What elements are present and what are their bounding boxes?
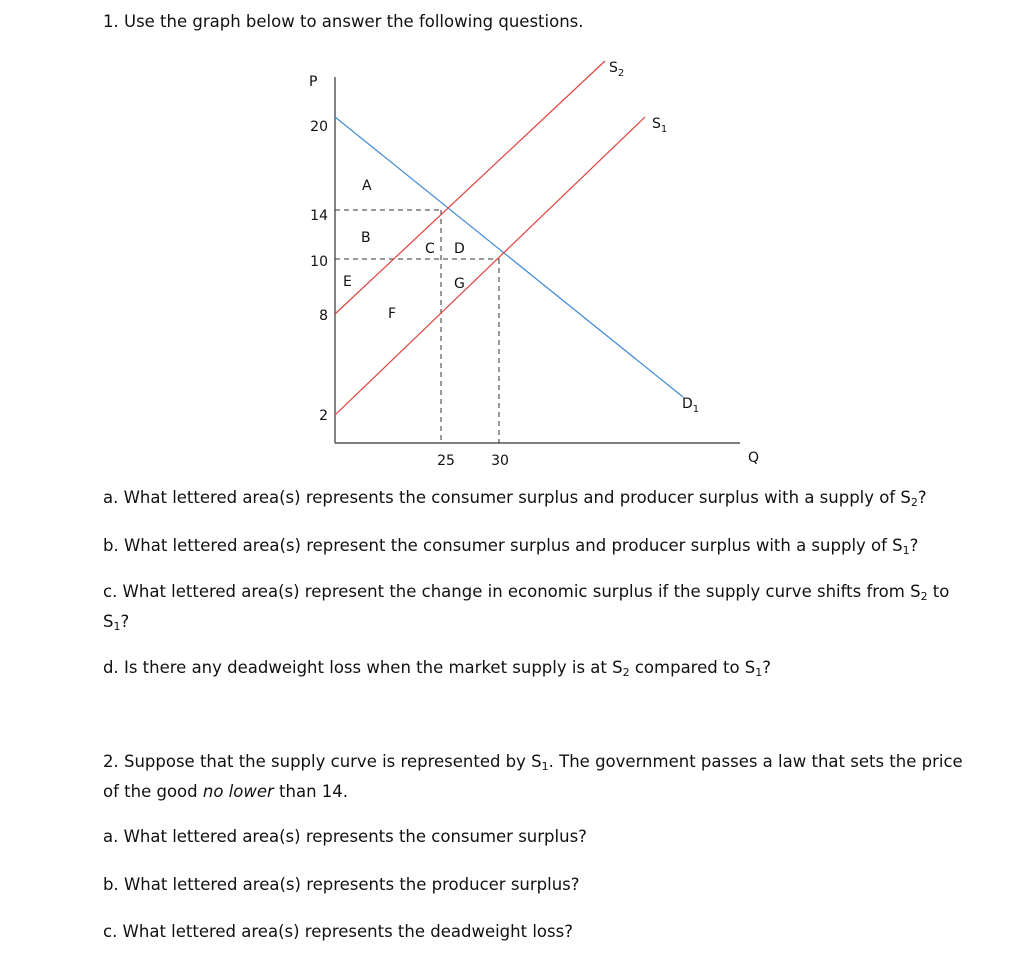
question-1a: a. What lettered area(s) represents the consumer surplus and producer surplus with a supply of $S_2$? xyxy=(103,488,927,509)
area-b-label: B xyxy=(361,230,371,246)
question-1d: d. Is there any deadweight loss when the market supply is at $S_2$ compared to $S_1$? xyxy=(103,658,772,679)
y-tick-14: 14 xyxy=(310,208,328,224)
x-axis-label: Q xyxy=(748,450,760,466)
supply-curve-s2 xyxy=(335,61,605,314)
y-tick-10: 10 xyxy=(310,254,328,270)
area-a-label: A xyxy=(362,178,372,194)
label-d1: $D_1$ xyxy=(682,396,700,415)
y-axis-label: P xyxy=(309,74,318,90)
question-2c: c. What lettered area(s) represents the deadweight loss? xyxy=(103,922,573,941)
y-tick-20: 20 xyxy=(310,119,328,135)
area-c-label: C xyxy=(425,241,435,257)
x-tick-25: 25 xyxy=(437,453,455,469)
area-f-label: F xyxy=(388,306,397,322)
question-1-title: 1. Use the graph below to answer the following questions. xyxy=(103,12,584,31)
label-s2: $S_2$ xyxy=(609,60,625,79)
question-2a: a. What lettered area(s) represents the consumer surplus? xyxy=(103,827,587,846)
supply-curve-s1 xyxy=(335,117,645,415)
demand-curve-d1 xyxy=(335,117,683,397)
y-tick-8: 8 xyxy=(319,308,328,324)
y-tick-2: 2 xyxy=(319,408,328,424)
area-d-label: D xyxy=(454,241,465,257)
question-1b: b. What lettered area(s) represent the consumer surplus and producer surplus with a supply of $S_1$? xyxy=(103,536,919,557)
area-e-label: E xyxy=(343,274,352,290)
question-2-intro: 2. Suppose that the supply curve is represented by $S_1$. The government passes a law that sets the price of the good no lower than 14. xyxy=(103,752,963,801)
x-tick-30: 30 xyxy=(491,453,509,469)
question-2b: b. What lettered area(s) represents the producer surplus? xyxy=(103,875,580,894)
label-s1: $S_1$ xyxy=(652,116,668,135)
area-g-label: G xyxy=(454,276,465,292)
question-1c: c. What lettered area(s) represent the change in economic surplus if the supply curve shifts from $S_2$ to $S_1$? xyxy=(103,582,950,633)
supply-demand-graph xyxy=(0,0,1024,480)
